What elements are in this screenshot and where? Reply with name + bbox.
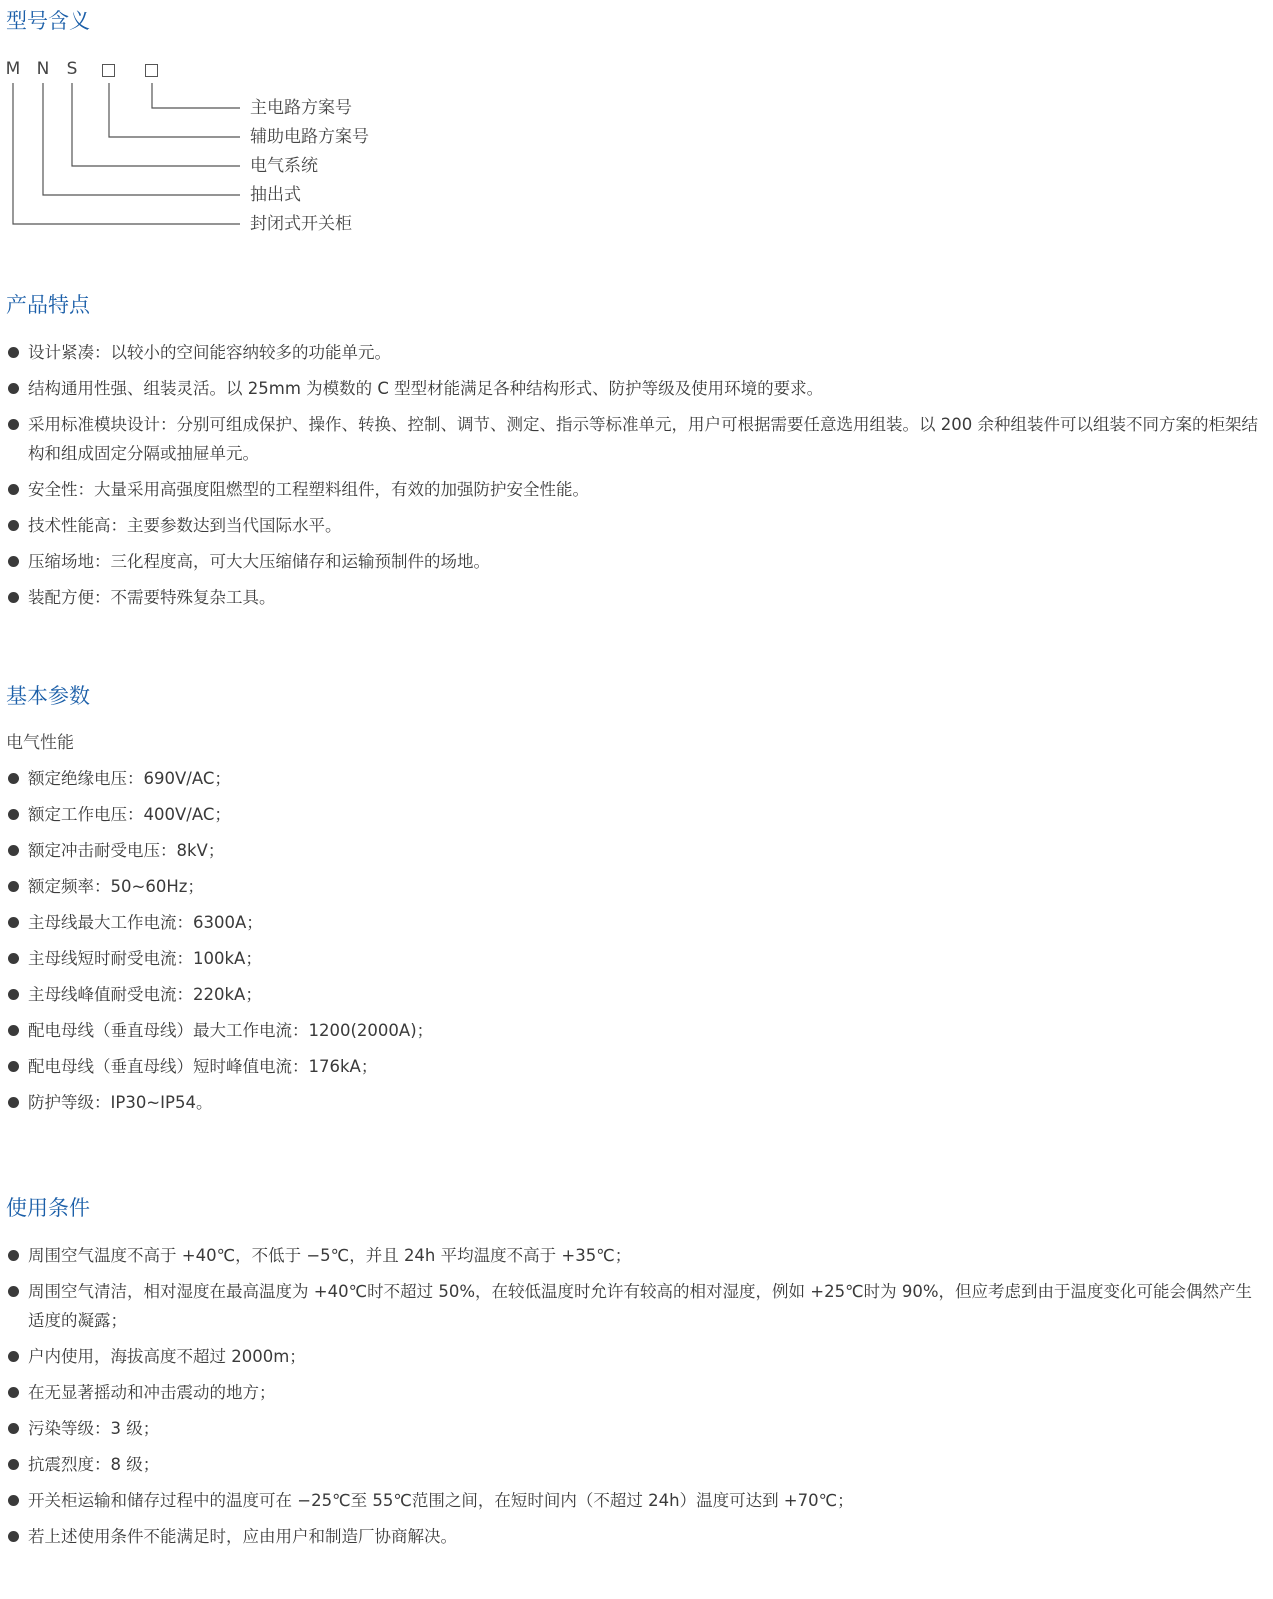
- bullet-icon: [8, 1025, 19, 1036]
- code-letter-s: S: [66, 59, 78, 79]
- conditions-list: [0, 1241, 1262, 1558]
- features-list: [0, 338, 1262, 619]
- bullet-icon: [8, 1061, 19, 1072]
- list-item-text: 压缩场地：三化程度高，可大大压缩储存和运输预制件的场地。: [28, 552, 490, 571]
- list-item-text: 在无显著摇动和冲击震动的地方；: [28, 1383, 276, 1402]
- bullet-icon: [8, 1250, 19, 1261]
- list-item-text: 配电母线（垂直母线）短时峰值电流：176kA；: [28, 1057, 378, 1076]
- bullet-icon: [8, 989, 19, 1000]
- code-letter-m: M: [5, 59, 21, 79]
- bullet-icon: [8, 1531, 19, 1542]
- list-item-text: 装配方便：不需要特殊复杂工具。: [28, 588, 276, 607]
- bullet-icon: [8, 1423, 19, 1434]
- list-item-text: 结构通用性强、组装灵活。以 25mm 为模数的 C 型型材能满足各种结构形式、防护等级及使用环境的要求。: [28, 379, 824, 398]
- params-list: [0, 764, 1262, 1124]
- bullet-icon: [8, 1459, 19, 1470]
- section-title-conditions: 使用条件: [6, 1196, 90, 1220]
- list-item: [0, 1277, 1262, 1335]
- list-item: [0, 1088, 1262, 1117]
- list-item-text: 安全性：大量采用高强度阻燃型的工程塑料组件，有效的加强防护安全性能。: [28, 480, 589, 499]
- bullet-icon: [8, 881, 19, 892]
- bullet-icon: [8, 953, 19, 964]
- bullet-icon: [8, 520, 19, 531]
- list-item-text: 抗震烈度：8 级；: [28, 1455, 160, 1474]
- section-title-params: 基本参数: [6, 684, 90, 708]
- list-item-text: 额定绝缘电压：690V/AC；: [28, 769, 231, 788]
- bullet-icon: [8, 347, 19, 358]
- list-item-text: 额定频率：50~60Hz；: [28, 877, 204, 896]
- list-item-text: 周围空气温度不高于 +40℃，不低于 −5℃，并且 24h 平均温度不高于 +35℃；: [28, 1246, 632, 1265]
- list-item: [0, 511, 1262, 540]
- bullet-icon: [8, 1495, 19, 1506]
- list-item-text: 开关柜运输和储存过程中的温度可在 −25℃至 55℃范围之间，在短时间内（不超过 24h）温度可达到 +70℃；: [28, 1491, 854, 1510]
- list-item-text: 户内使用，海拔高度不超过 2000m；: [28, 1347, 306, 1366]
- list-item: [0, 836, 1262, 865]
- list-item: [0, 338, 1262, 367]
- list-item: [0, 1241, 1262, 1270]
- label-electrical-system: 电气系统: [250, 156, 318, 176]
- list-item: [0, 800, 1262, 829]
- bullet-icon: [8, 845, 19, 856]
- bullet-icon: [8, 773, 19, 784]
- list-item: [0, 944, 1262, 973]
- bullet-icon: [8, 1286, 19, 1297]
- label-auxiliary-circuit-scheme: 辅助电路方案号: [250, 127, 369, 147]
- list-item-text: 设计紧凑：以较小的空间能容纳较多的功能单元。: [28, 343, 391, 362]
- list-item-text: 技术性能高：主要参数达到当代国际水平。: [28, 516, 342, 535]
- code-letter-n: N: [36, 59, 50, 79]
- list-item-text: 主母线最大工作电流：6300A；: [28, 913, 263, 932]
- list-item: [0, 872, 1262, 901]
- list-item: [0, 475, 1262, 504]
- list-item: [0, 410, 1262, 468]
- bullet-icon: [8, 1097, 19, 1108]
- bullet-icon: [8, 419, 19, 430]
- list-item-text: 额定工作电压：400V/AC；: [28, 805, 231, 824]
- list-item-text: 配电母线（垂直母线）最大工作电流：1200(2000A)；: [28, 1021, 434, 1040]
- bullet-icon: [8, 592, 19, 603]
- bullet-icon: [8, 809, 19, 820]
- bullet-icon: [8, 917, 19, 928]
- section-title-features: 产品特点: [6, 293, 90, 317]
- list-item: [0, 1522, 1262, 1551]
- list-item: [0, 547, 1262, 576]
- list-item: [0, 1414, 1262, 1443]
- list-item-text: 主母线短时耐受电流：100kA；: [28, 949, 262, 968]
- list-item-text: 主母线峰值耐受电流：220kA；: [28, 985, 262, 1004]
- list-item-text: 周围空气清洁，相对湿度在最高温度为 +40℃时不超过 50%，在较低温度时允许有较高的相对湿度，例如 +25℃时为 90%，但应考虑到由于温度变化可能会偶然产生适度的凝露；: [28, 1282, 1253, 1330]
- list-item: [0, 908, 1262, 937]
- list-item: [0, 764, 1262, 793]
- code-box-auxiliary: [102, 64, 115, 77]
- list-item-text: 若上述使用条件不能满足时，应由用户和制造厂协商解决。: [28, 1527, 457, 1546]
- list-item-text: 采用标准模块设计：分别可组成保护、操作、转换、控制、调节、测定、指示等标准单元，用户可根据需要任意选用组装。以 200 余种组装件可以组装不同方案的柜架结构和组成固定分隔或抽屉单元。: [28, 415, 1258, 463]
- model-code-diagram: [0, 55, 420, 245]
- list-item: [0, 1450, 1262, 1479]
- code-box-main: [145, 64, 158, 77]
- list-item: [0, 1342, 1262, 1371]
- label-enclosed-switchgear: 封闭式开关柜: [250, 214, 352, 234]
- list-item-text: 防护等级：IP30~IP54。: [28, 1093, 213, 1112]
- label-withdrawable: 抽出式: [250, 185, 301, 205]
- model-diagram-lines: [0, 55, 420, 245]
- list-item: [0, 1378, 1262, 1407]
- bullet-icon: [8, 1351, 19, 1362]
- list-item: [0, 1016, 1262, 1045]
- bullet-icon: [8, 1387, 19, 1398]
- subsection-title-electrical: 电气性能: [6, 733, 74, 753]
- list-item: [0, 583, 1262, 612]
- list-item: [0, 374, 1262, 403]
- list-item: [0, 980, 1262, 1009]
- list-item-text: 额定冲击耐受电压：8kV；: [28, 841, 225, 860]
- bullet-icon: [8, 383, 19, 394]
- label-main-circuit-scheme: 主电路方案号: [250, 98, 352, 118]
- bullet-icon: [8, 484, 19, 495]
- bullet-icon: [8, 556, 19, 567]
- section-title-model: 型号含义: [6, 9, 90, 33]
- list-item: [0, 1486, 1262, 1515]
- list-item: [0, 1052, 1262, 1081]
- list-item-text: 污染等级：3 级；: [28, 1419, 160, 1438]
